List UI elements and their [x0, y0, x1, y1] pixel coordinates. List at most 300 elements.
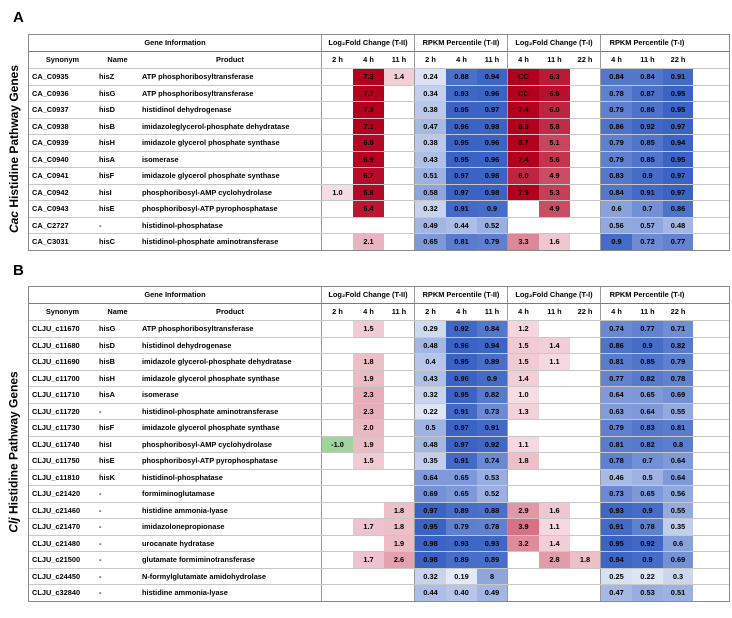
fold-change-cell: [570, 86, 601, 102]
synonym-cell: CA_C0943: [32, 204, 69, 214]
rpkm-cell: 0.47: [601, 585, 632, 601]
synonym-cell: CA_C0942: [32, 187, 69, 197]
fold-change-cell: [570, 201, 601, 217]
fold-change-cell: [570, 387, 601, 403]
rpkm-cell: 0.95: [415, 519, 446, 535]
fold-change-cell: [322, 201, 353, 217]
fold-change-cell: [384, 218, 415, 234]
fold-change-cell: 2.3: [353, 404, 384, 420]
column-header: 11 h: [640, 307, 655, 317]
rpkm-cell: 0.35: [415, 453, 446, 469]
product-cell: urocanate hydratase: [139, 536, 322, 552]
synonym-cell: CA_C2727: [32, 220, 69, 230]
name-cell: hisC: [99, 237, 116, 247]
fold-change-cell: 1.4: [539, 536, 570, 552]
name-cell: -: [99, 588, 102, 598]
rpkm-cell: 0.69: [415, 486, 446, 502]
fold-change-cell: [539, 404, 570, 420]
rpkm-cell: 0.52: [477, 218, 508, 234]
rpkm-cell: 0.69: [663, 387, 693, 403]
group-header: Log₂Fold Change (T-I): [508, 35, 601, 51]
rpkm-cell: 8: [477, 569, 508, 585]
fold-change-cell: -1.0: [322, 437, 353, 453]
fold-change-cell: [322, 152, 353, 168]
fold-change-cell: 6.6: [539, 86, 570, 102]
rpkm-cell: 0.7: [632, 201, 663, 217]
fold-change-cell: [539, 470, 570, 486]
table-row: [29, 370, 729, 387]
rpkm-cell: 0.9: [632, 503, 663, 519]
synonym-cell: CLJU_c24450: [32, 571, 81, 581]
fold-change-cell: 1.0: [508, 387, 539, 403]
rpkm-cell: 0.86: [601, 338, 632, 354]
rpkm-cell: 0.24: [415, 69, 446, 85]
rpkm-cell: 0.46: [601, 470, 632, 486]
fold-change-cell: [322, 569, 353, 585]
name-cell: hisZ: [99, 72, 115, 82]
rpkm-cell: 0.97: [446, 185, 477, 201]
rpkm-cell: 0.79: [446, 519, 477, 535]
fold-change-cell: 3.9: [508, 519, 539, 535]
rpkm-cell: 0.3: [663, 569, 693, 585]
column-header-row: [29, 304, 729, 321]
fold-change-cell: 1.6: [539, 503, 570, 519]
synonym-cell: CA_C0941: [32, 171, 69, 181]
synonym-cell: CLJU_c21500: [32, 555, 81, 565]
rpkm-cell: 0.79: [477, 234, 508, 250]
rpkm-cell: 0.48: [415, 437, 446, 453]
fold-change-cell: [322, 135, 353, 151]
fold-change-cell: [570, 185, 601, 201]
rpkm-cell: 0.93: [446, 86, 477, 102]
fold-change-cell: 1.8: [384, 519, 415, 535]
rpkm-cell: 0.38: [415, 135, 446, 151]
rpkm-cell: 0.97: [446, 420, 477, 436]
rpkm-cell: 0.95: [446, 102, 477, 118]
product-cell: imidazole glycerol phosphate synthase: [139, 168, 322, 184]
name-cell: hisF: [99, 171, 115, 181]
name-cell: -: [99, 406, 102, 416]
fold-change-cell: 3.3: [508, 234, 539, 250]
column-header: 4 h: [518, 307, 529, 317]
fold-change-cell: [570, 152, 601, 168]
fold-change-cell: [570, 119, 601, 135]
synonym-cell: CLJU_c11680: [32, 340, 80, 350]
rpkm-cell: 0.96: [446, 338, 477, 354]
rpkm-cell: 0.96: [477, 86, 508, 102]
table-row: [29, 485, 729, 502]
rpkm-cell: 0.89: [446, 552, 477, 568]
product-cell: isomerase: [139, 152, 322, 168]
fold-change-cell: [353, 218, 384, 234]
rpkm-cell: 0.89: [477, 552, 508, 568]
fold-change-cell: 1.8: [508, 453, 539, 469]
name-cell: -: [99, 571, 102, 581]
group-header-row: [29, 35, 729, 52]
group-header-row: [29, 287, 729, 304]
rpkm-cell: 0.88: [477, 503, 508, 519]
fold-change-cell: 1.4: [384, 69, 415, 85]
panel-b-table: [28, 286, 730, 602]
rpkm-cell: 0.91: [477, 420, 508, 436]
column-header: Name: [107, 55, 128, 65]
rpkm-cell: 0.97: [477, 102, 508, 118]
fold-change-cell: [322, 102, 353, 118]
fold-change-cell: [322, 552, 353, 568]
fold-change-cell: [384, 102, 415, 118]
column-header: 11 h: [384, 304, 415, 321]
fold-change-cell: [384, 387, 415, 403]
rpkm-cell: 0.84: [477, 321, 508, 337]
fold-change-cell: 1.1: [508, 437, 539, 453]
rpkm-cell: 0.6: [663, 536, 693, 552]
product-cell: phosphoribosyl-AMP cyclohydrolase: [139, 185, 322, 201]
fold-change-cell: [508, 486, 539, 502]
fold-change-cell: [384, 569, 415, 585]
fold-change-cell: [384, 152, 415, 168]
organism-abbrev: Clj: [7, 517, 22, 533]
rpkm-cell: 0.48: [663, 218, 693, 234]
rpkm-cell: 0.91: [446, 201, 477, 217]
column-header: 4 h: [363, 307, 374, 317]
rpkm-cell: 0.32: [415, 201, 446, 217]
rpkm-cell: 0.79: [663, 354, 693, 370]
column-header: 22 h: [570, 52, 601, 69]
fold-change-cell: [508, 552, 539, 568]
fold-change-cell: 1.4: [508, 371, 539, 387]
product-cell: histidinol-phosphate aminotransferase: [139, 404, 322, 420]
rpkm-cell: 0.81: [601, 354, 632, 370]
rpkm-cell: 0.34: [415, 86, 446, 102]
rpkm-cell: 0.65: [446, 470, 477, 486]
rpkm-cell: 0.9: [477, 371, 508, 387]
fold-change-cell: [570, 437, 601, 453]
rpkm-cell: 0.87: [632, 86, 663, 102]
column-header: Name: [107, 307, 128, 317]
table-row: [29, 233, 729, 250]
fold-change-cell: CC: [508, 86, 539, 102]
product-cell: histidine ammonia-lyase: [139, 503, 322, 519]
synonym-cell: CA_C0937: [32, 105, 69, 115]
rpkm-cell: 0.84: [632, 69, 663, 85]
column-header: Synonym: [45, 55, 80, 65]
fold-change-cell: [508, 569, 539, 585]
fold-change-cell: [539, 321, 570, 337]
rpkm-cell: 0.86: [601, 119, 632, 135]
name-cell: hisE: [99, 456, 115, 466]
rpkm-cell: 0.95: [663, 102, 693, 118]
product-cell: histidinol-phosphate aminotransferase: [139, 234, 322, 250]
rpkm-cell: 0.91: [663, 69, 693, 85]
fold-change-cell: 7.1: [353, 119, 384, 135]
rpkm-cell: 0.57: [632, 218, 663, 234]
rpkm-cell: 0.49: [477, 585, 508, 601]
rpkm-cell: 0.98: [477, 168, 508, 184]
fold-change-cell: [322, 519, 353, 535]
rpkm-cell: 0.82: [663, 338, 693, 354]
fold-change-cell: [384, 420, 415, 436]
rpkm-cell: 0.43: [415, 371, 446, 387]
rpkm-cell: 0.44: [415, 585, 446, 601]
column-header: 11 h: [477, 52, 508, 69]
synonym-cell: CA_C0939: [32, 138, 69, 148]
fold-change-cell: 1.4: [539, 338, 570, 354]
product-cell: phosphoribosyl-AMP cyclohydrolase: [139, 437, 322, 453]
column-header: 11 h: [547, 55, 562, 65]
rpkm-cell: 0.64: [663, 470, 693, 486]
rpkm-cell: 0.77: [632, 321, 663, 337]
side-label-text: Histidine Pathway Genes: [7, 371, 22, 518]
rpkm-cell: 0.9: [601, 234, 632, 250]
name-cell: hisF: [99, 423, 115, 433]
rpkm-cell: 0.88: [446, 69, 477, 85]
column-header-row: [29, 52, 729, 69]
rpkm-cell: 0.95: [446, 387, 477, 403]
rpkm-cell: 0.94: [477, 69, 508, 85]
fold-change-cell: 5.1: [539, 135, 570, 151]
rpkm-cell: 0.40: [446, 585, 477, 601]
fold-change-cell: [539, 420, 570, 436]
name-cell: hisG: [99, 324, 116, 334]
fold-change-cell: 2.8: [539, 552, 570, 568]
synonym-cell: CLJU_c21460: [32, 505, 81, 515]
fold-change-cell: 6.0: [508, 168, 539, 184]
fold-change-cell: 7.3: [353, 102, 384, 118]
fold-change-cell: [322, 536, 353, 552]
rpkm-cell: 0.85: [632, 152, 663, 168]
column-header: 2 h: [332, 55, 343, 65]
name-cell: hisB: [99, 357, 116, 367]
fold-change-cell: [570, 404, 601, 420]
fold-change-cell: 6.8: [353, 185, 384, 201]
table-row: [29, 151, 729, 168]
name-cell: hisB: [99, 121, 116, 131]
fold-change-cell: [322, 420, 353, 436]
synonym-cell: CA_C3031: [32, 237, 69, 247]
product-cell: formiminoglutamase: [139, 486, 322, 502]
fold-change-cell: 1.6: [539, 234, 570, 250]
rpkm-cell: 0.74: [601, 321, 632, 337]
rpkm-cell: 0.93: [601, 503, 632, 519]
fold-change-cell: 8.3: [508, 119, 539, 135]
synonym-cell: CLJU_c11720: [32, 406, 80, 416]
table-row: [29, 568, 729, 585]
rpkm-cell: 0.89: [446, 503, 477, 519]
name-cell: hisH: [99, 373, 116, 383]
table-row: [29, 101, 729, 118]
product-cell: glutamate formiminotransferase: [139, 552, 322, 568]
table-row: [29, 118, 729, 135]
rpkm-cell: 0.9: [632, 338, 663, 354]
rpkm-cell: 0.48: [415, 338, 446, 354]
fold-change-cell: [322, 470, 353, 486]
fold-change-cell: [539, 585, 570, 601]
synonym-cell: CLJU_c32840: [32, 588, 81, 598]
column-header: Product: [139, 52, 322, 69]
fold-change-cell: [322, 69, 353, 85]
rpkm-cell: 0.81: [446, 234, 477, 250]
fold-change-cell: [353, 585, 384, 601]
synonym-cell: CLJU_c11710: [32, 390, 80, 400]
rpkm-cell: 0.82: [632, 371, 663, 387]
rpkm-cell: 0.95: [446, 135, 477, 151]
fold-change-cell: [384, 321, 415, 337]
rpkm-cell: 0.29: [415, 321, 446, 337]
rpkm-cell: 0.94: [477, 338, 508, 354]
fold-change-cell: [539, 569, 570, 585]
rpkm-cell: 0.78: [477, 519, 508, 535]
table-row: [29, 200, 729, 217]
fold-change-cell: [508, 201, 539, 217]
column-header: 4 h: [363, 55, 374, 65]
fold-change-cell: 6.0: [539, 102, 570, 118]
fold-change-cell: [570, 168, 601, 184]
table-row: [29, 320, 729, 337]
rpkm-cell: 0.64: [663, 453, 693, 469]
column-header: 11 h: [547, 307, 562, 317]
name-cell: hisA: [99, 390, 116, 400]
fold-change-cell: [539, 387, 570, 403]
rpkm-cell: 0.64: [415, 470, 446, 486]
rpkm-cell: 0.56: [663, 486, 693, 502]
fold-change-cell: 1.3: [508, 404, 539, 420]
synonym-cell: CA_C0935: [32, 72, 69, 82]
fold-change-cell: [384, 453, 415, 469]
column-header: Synonym: [45, 307, 80, 317]
rpkm-cell: 0.91: [632, 185, 663, 201]
rpkm-cell: 0.8: [663, 437, 693, 453]
fold-change-cell: [322, 168, 353, 184]
name-cell: hisA: [99, 154, 116, 164]
rpkm-cell: 0.38: [415, 102, 446, 118]
table-row: [29, 353, 729, 370]
rpkm-cell: 0.92: [632, 536, 663, 552]
table-row: [29, 217, 729, 234]
fold-change-cell: [384, 486, 415, 502]
rpkm-cell: 0.92: [632, 119, 663, 135]
fold-change-cell: 1.5: [353, 321, 384, 337]
fold-change-cell: [570, 354, 601, 370]
table-row: [29, 469, 729, 486]
name-cell: -: [99, 522, 102, 532]
rpkm-cell: 0.22: [415, 404, 446, 420]
fold-change-cell: 4.9: [539, 201, 570, 217]
fold-change-cell: 1.5: [353, 453, 384, 469]
rpkm-cell: 0.98: [477, 185, 508, 201]
group-header: Gene Information: [29, 287, 322, 303]
synonym-cell: CLJU_c11730: [32, 423, 80, 433]
rpkm-cell: 0.6: [601, 201, 632, 217]
rpkm-cell: 0.86: [663, 201, 693, 217]
fold-change-cell: 7.3: [353, 69, 384, 85]
fold-change-cell: 1.8: [570, 552, 601, 568]
panel-b-letter: B: [13, 262, 24, 279]
rpkm-cell: 0.51: [415, 168, 446, 184]
rpkm-cell: 0.82: [632, 437, 663, 453]
fold-change-cell: [353, 536, 384, 552]
name-cell: -: [99, 220, 102, 230]
product-cell: histidinol dehydrogenase: [139, 338, 322, 354]
column-header: 2 h: [425, 55, 436, 65]
fold-change-cell: [570, 135, 601, 151]
rpkm-cell: 0.78: [601, 86, 632, 102]
fold-change-cell: 2.9: [508, 503, 539, 519]
fold-change-cell: 2.6: [384, 552, 415, 568]
rpkm-cell: 0.77: [663, 234, 693, 250]
fold-change-cell: [570, 486, 601, 502]
fold-change-cell: 1.5: [508, 338, 539, 354]
fold-change-cell: [508, 420, 539, 436]
fold-change-cell: 5.3: [539, 185, 570, 201]
rpkm-cell: 0.91: [446, 453, 477, 469]
fold-change-cell: [570, 234, 601, 250]
product-cell: histidinol-phosphatase: [139, 470, 322, 486]
fold-change-cell: [384, 437, 415, 453]
fold-change-cell: [353, 470, 384, 486]
fold-change-cell: CC: [508, 69, 539, 85]
fold-change-cell: [570, 503, 601, 519]
fold-change-cell: 6.8: [353, 135, 384, 151]
synonym-cell: CLJU_c11690: [32, 357, 80, 367]
rpkm-cell: 0.9: [632, 168, 663, 184]
fold-change-cell: [322, 234, 353, 250]
rpkm-cell: 0.96: [446, 371, 477, 387]
rpkm-cell: 0.97: [415, 503, 446, 519]
rpkm-cell: 0.74: [477, 453, 508, 469]
rpkm-cell: 0.64: [632, 404, 663, 420]
rpkm-cell: 0.84: [601, 185, 632, 201]
fold-change-cell: [384, 371, 415, 387]
synonym-cell: CLJU_c11750: [32, 456, 80, 466]
fold-change-cell: 1.7: [353, 552, 384, 568]
name-cell: hisK: [99, 472, 116, 482]
rpkm-cell: 0.65: [632, 387, 663, 403]
fold-change-cell: 1.2: [508, 321, 539, 337]
fold-change-cell: [570, 585, 601, 601]
fold-change-cell: 7.9: [508, 185, 539, 201]
rpkm-cell: 0.65: [446, 486, 477, 502]
panel-a-table: [28, 34, 730, 251]
rpkm-cell: 0.84: [601, 69, 632, 85]
rpkm-cell: 0.19: [446, 569, 477, 585]
rpkm-cell: 0.5: [415, 420, 446, 436]
fold-change-cell: [322, 503, 353, 519]
fold-change-cell: [539, 218, 570, 234]
rpkm-cell: 0.92: [477, 437, 508, 453]
group-header: RPKM Percentile (T-I): [609, 290, 685, 300]
rpkm-cell: 0.47: [415, 119, 446, 135]
fold-change-cell: 7.4: [508, 152, 539, 168]
table-row: [29, 584, 729, 601]
fold-change-cell: [384, 338, 415, 354]
rpkm-cell: 0.81: [601, 437, 632, 453]
rpkm-cell: 0.78: [663, 371, 693, 387]
synonym-cell: CLJU_c11700: [32, 373, 80, 383]
fold-change-cell: 2.0: [353, 420, 384, 436]
rpkm-cell: 0.82: [477, 387, 508, 403]
rpkm-cell: 0.93: [446, 536, 477, 552]
fold-change-cell: [384, 470, 415, 486]
synonym-cell: CLJU_c21470: [32, 522, 81, 532]
fold-change-cell: [322, 354, 353, 370]
fold-change-cell: [570, 321, 601, 337]
fold-change-cell: [322, 119, 353, 135]
rpkm-cell: 0.97: [663, 168, 693, 184]
rpkm-cell: 0.63: [601, 404, 632, 420]
rpkm-cell: 0.91: [446, 404, 477, 420]
rpkm-cell: 0.73: [477, 404, 508, 420]
rpkm-cell: 0.69: [663, 552, 693, 568]
